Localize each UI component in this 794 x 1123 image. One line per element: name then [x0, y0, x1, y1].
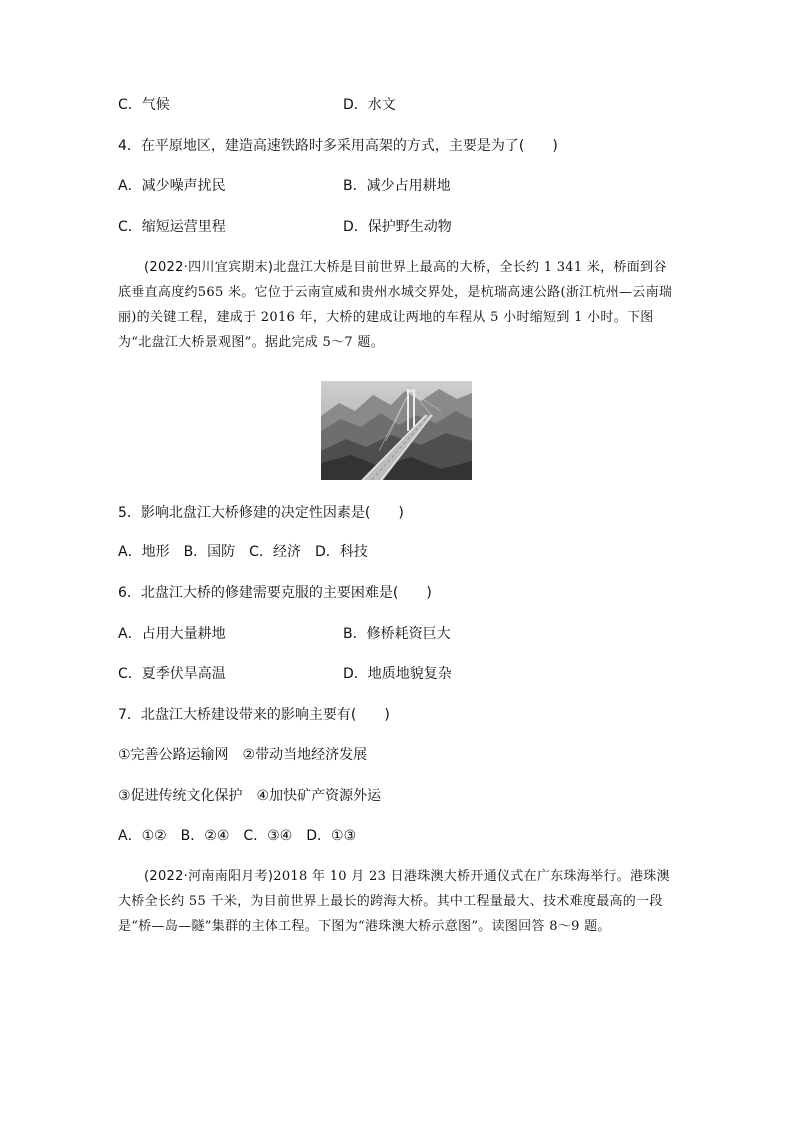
q7-stem: 7．北盘江大桥建设带来的影响主要有( ) [118, 707, 390, 723]
q6-option-a: A．占用大量耕地 [118, 626, 226, 642]
passage-text: 北盘江大桥是目前世界上最高的大桥，全长约 1 341 米，桥面到谷底垂直高度约565 米。它位于云南宣威和贵州水城交界处，是杭瑞高速公路(浙江杭州—云南瑞丽)的关键工程，建成于 2016 年，大桥的建成让两地的车程从 5 小时缩短到 1 小时。下图为“北盘江大桥景观图”。据此完成 5～7 题。 [118, 260, 673, 350]
q6-option-c: C．夏季伏旱高温 [118, 666, 226, 682]
q7-items-line1: ①完善公路运输网 ②带动当地经济发展 [118, 747, 368, 763]
q6-option-b: B．修桥耗资巨大 [343, 626, 451, 642]
q4-stem: 4．在平原地区，建造高速铁路时多采用高架的方式，主要是为了( ) [118, 138, 558, 154]
q6-stem: 6．北盘江大桥的修建需要克服的主要困难是( ) [118, 585, 432, 601]
q7-options: A．①② B．②④ C．③④ D．①③ [118, 828, 357, 844]
passage-hzmb [118, 864, 678, 939]
q4-option-c: C．缩短运营里程 [118, 219, 226, 235]
q3-option-c: C．气候 [118, 97, 170, 113]
q5-stem: 5．影响北盘江大桥修建的决定性因素是( ) [118, 505, 404, 521]
q4-option-d: D．保护野生动物 [343, 219, 452, 235]
q4-option-a: A．减少噪声扰民 [118, 178, 226, 194]
passage-source: (2022·河南南阳月考) [144, 869, 274, 884]
passage-text: 2018 年 10 月 23 日港珠澳大桥开通仪式在广东珠海举行。港珠澳大桥全长约 55 千米，为目前世界上最长的跨海大桥。其中工程量最大、技术难度最高的一段是“桥—岛—隧”集群的主体工程。下图为“港珠澳大桥示意图”。读图回答 8～9 题。 [118, 869, 670, 934]
q6-option-d: D．地质地貌复杂 [343, 666, 452, 682]
q7-items-line2: ③促进传统文化保护 ④加快矿产资源外运 [118, 788, 382, 804]
passage-beipanjiang [118, 255, 678, 355]
passage-source: (2022·四川宜宾期末) [144, 260, 274, 275]
q5-options: A．地形 B．国防 C．经济 D．科技 [118, 544, 368, 560]
q3-option-d: D．水文 [343, 97, 396, 113]
bridge-photo [321, 381, 472, 480]
q4-option-b: B．减少占用耕地 [343, 178, 451, 194]
